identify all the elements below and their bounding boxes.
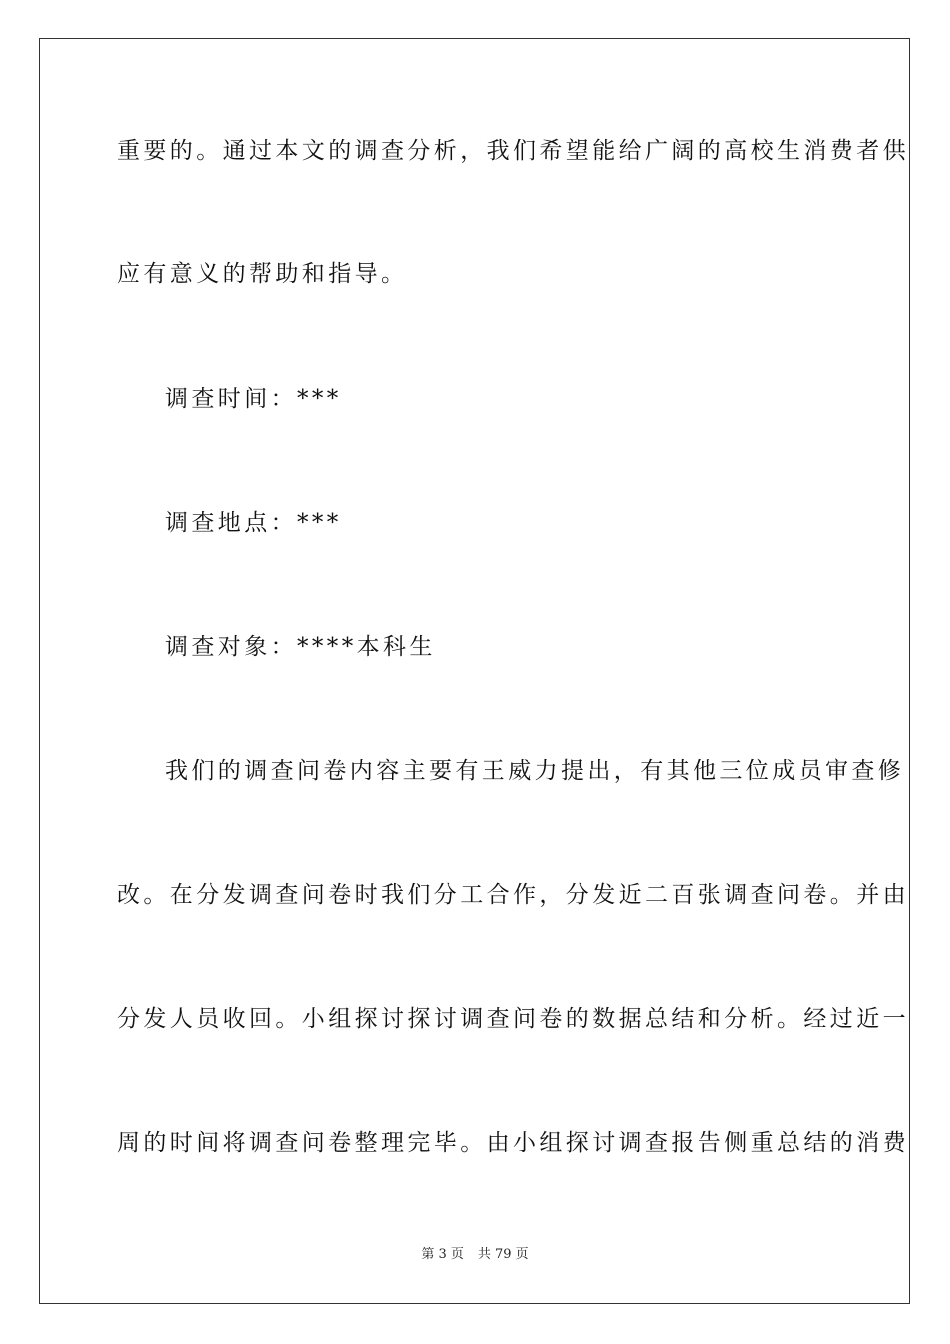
body-text-line: 应有意义的帮助和指导。 [117, 261, 408, 287]
body-text-line: 改。在分发调查问卷时我们分工合作，分发近二百张调查问卷。并由 [117, 882, 909, 908]
survey-location-line: 调查地点：*** [165, 510, 342, 536]
survey-target-line: 调查对象：****本科生 [165, 634, 436, 660]
page-total: 共 79 页 [477, 1247, 529, 1262]
page-border [39, 38, 910, 1304]
survey-time-line: 调查时间：*** [165, 386, 342, 412]
body-text-line: 分发人员收回。小组探讨探讨调查问卷的数据总结和分析。经过近一 [117, 1006, 909, 1032]
body-text-line: 重要的。通过本文的调查分析，我们希望能给广阔的高校生消费者供 [117, 138, 909, 164]
page-footer [0, 1246, 950, 1264]
page-number: 第 3 页 [421, 1247, 464, 1262]
body-text-line: 我们的调查问卷内容主要有王威力提出，有其他三位成员审查修 [165, 758, 905, 784]
body-text-line: 周的时间将调查问卷整理完毕。由小组探讨调查报告侧重总结的消费 [117, 1130, 909, 1156]
